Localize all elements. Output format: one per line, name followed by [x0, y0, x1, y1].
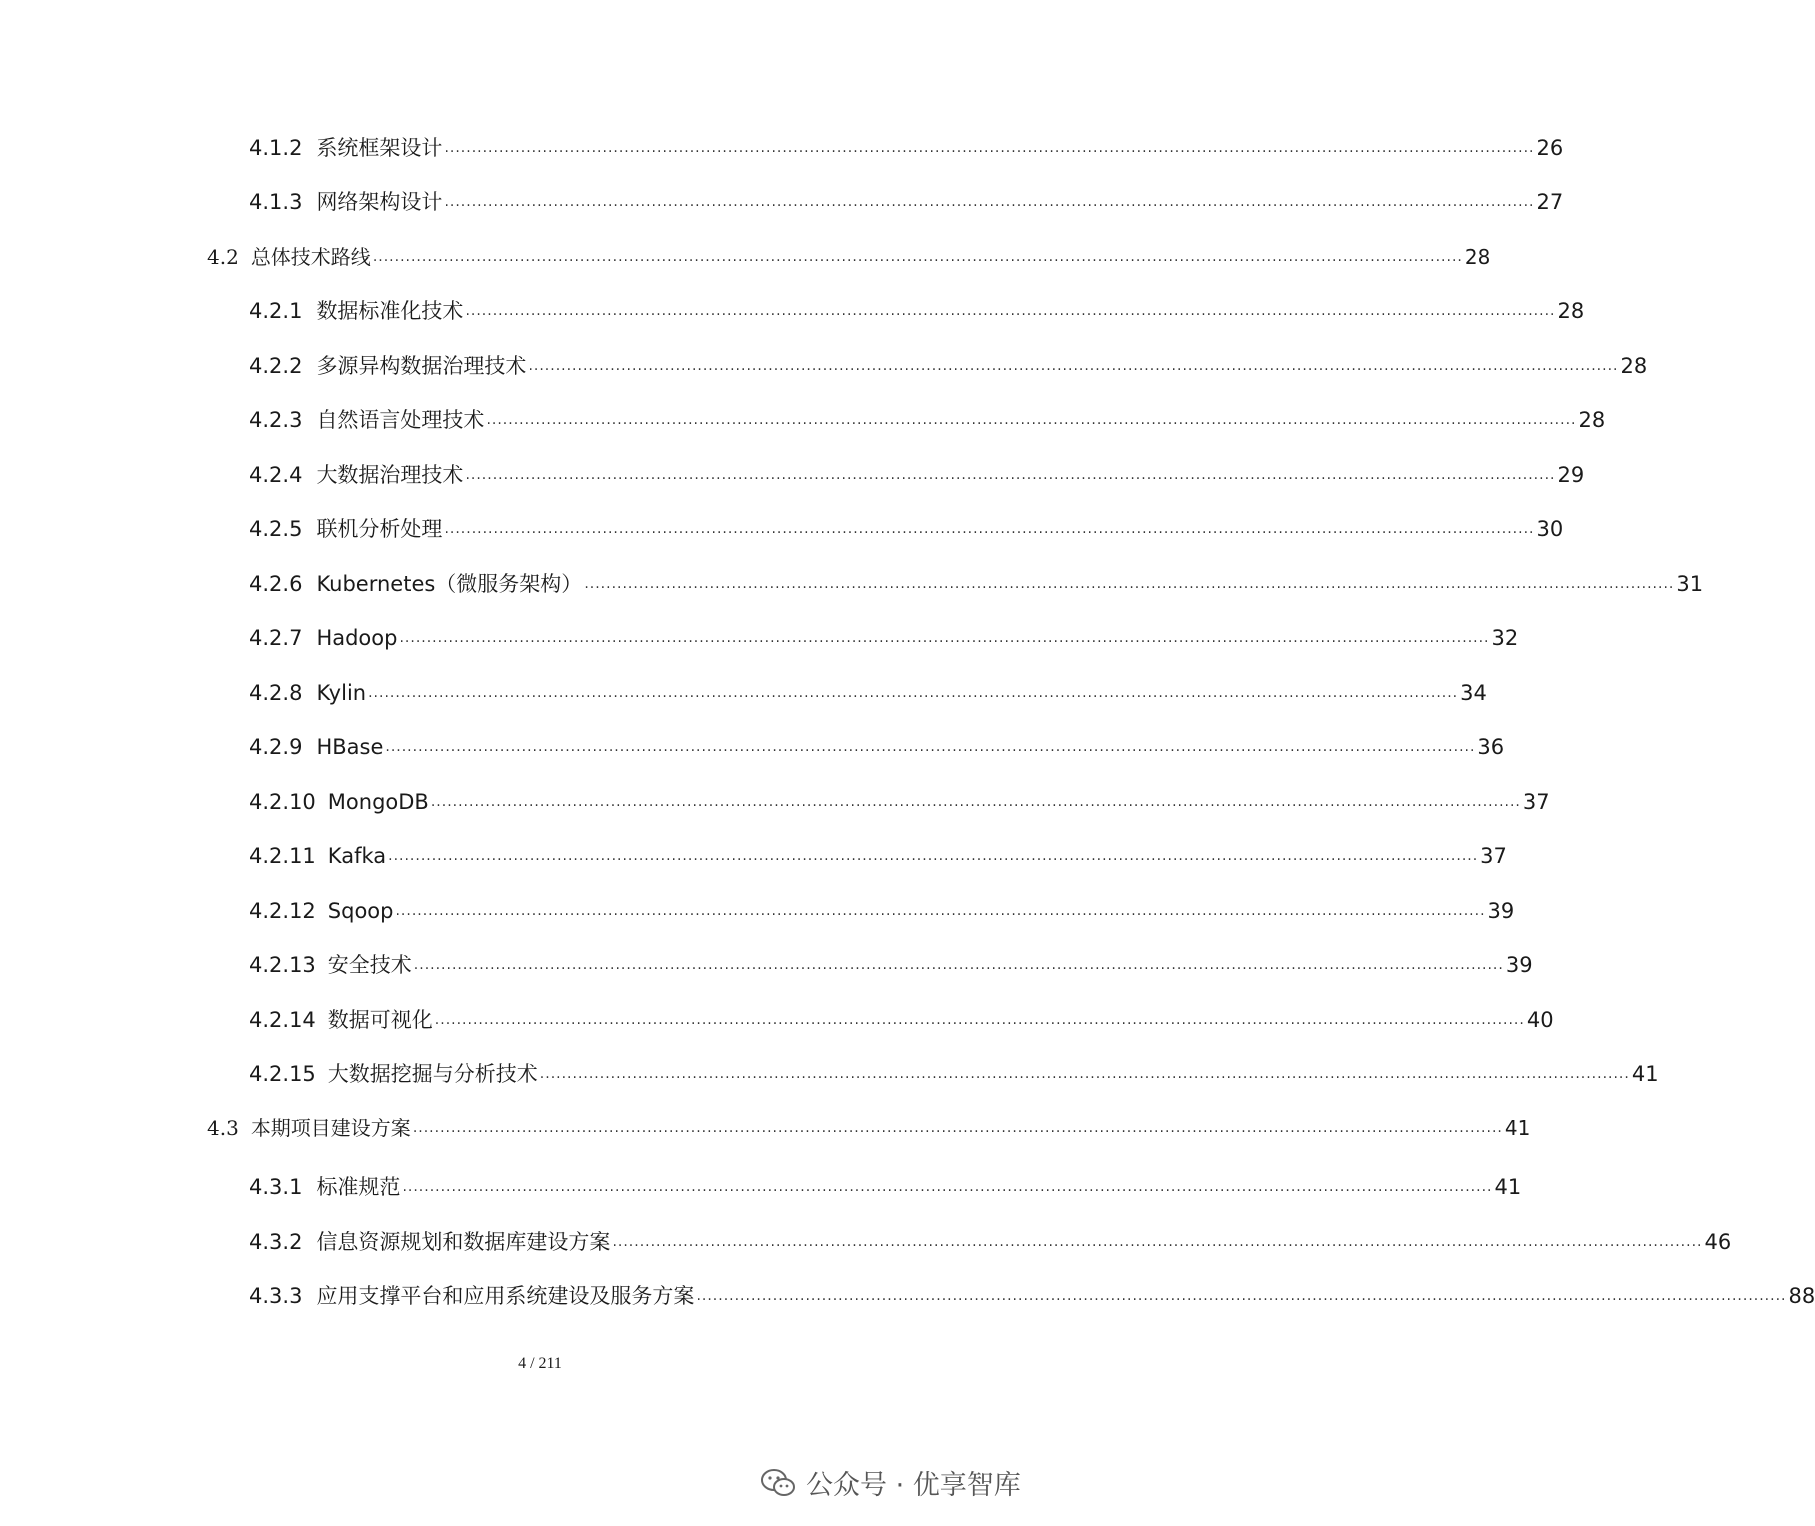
dot-leader: ........................................................................................................................................................................................................	[399, 630, 1490, 646]
toc-entry-page: 26	[1536, 136, 1564, 160]
toc-entry-number: 4.2.3	[249, 408, 303, 432]
toc-entry[interactable]	[249, 515, 1564, 543]
dot-leader: ........................................................................................................................................................................................................	[465, 303, 1556, 319]
dot-leader: ........................................................................................................................................................................................................	[388, 848, 1479, 864]
toc-entry-number: 4.2.14	[249, 1008, 316, 1032]
toc-entry-page: 28	[1557, 299, 1585, 323]
toc-entry-page: 37	[1522, 790, 1550, 814]
toc-entry[interactable]	[249, 951, 1533, 979]
toc-entry-title: 标准规范	[316, 1175, 401, 1199]
toc-entry-number: 4.2.11	[249, 844, 316, 868]
toc-entry-page: 28	[1578, 408, 1606, 432]
toc-entry[interactable]	[249, 352, 1648, 380]
toc-entry[interactable]	[249, 624, 1519, 652]
toc-entry-number: 4.1.3	[249, 190, 303, 214]
toc-entry-number: 4.3.2	[249, 1230, 303, 1254]
toc-entry-title: 网络架构设计	[316, 190, 443, 214]
toc-entry-page: 41	[1494, 1175, 1522, 1199]
toc-entry-number: 4.2.13	[249, 953, 316, 977]
toc-entry-page: 30	[1536, 517, 1564, 541]
dot-leader: ........................................................................................................................................................................................................	[584, 576, 1675, 592]
toc-entry-page: 88	[1788, 1284, 1815, 1308]
toc-entry-title: 本期项目建设方案	[250, 1116, 411, 1140]
toc-entry-number: 4.3.1	[249, 1175, 303, 1199]
toc-entry-page: 39	[1505, 953, 1533, 977]
watermark	[760, 1463, 1021, 1502]
toc-entry-page: 27	[1536, 190, 1564, 214]
dot-leader: ........................................................................................................................................................................................................	[539, 1066, 1630, 1082]
toc-entry-title: Kubernetes（微服务架构）	[316, 572, 583, 596]
toc-entry-title: 自然语言处理技术	[316, 408, 485, 432]
toc-entry-number: 4.2.5	[249, 517, 303, 541]
toc-entry-page: 28	[1464, 245, 1491, 269]
toc-entry-title: 总体技术路线	[250, 245, 371, 269]
page-number: 4 / 211	[518, 1355, 562, 1372]
toc-entry[interactable]	[249, 1060, 1659, 1088]
toc-entry[interactable]	[249, 570, 1704, 598]
toc-entry-page: 37	[1480, 844, 1507, 868]
toc-entry[interactable]	[249, 733, 1505, 761]
toc-entry[interactable]	[249, 788, 1550, 816]
toc-entry-number: 4.2.15	[249, 1062, 316, 1086]
toc-entry-number: 4.3	[207, 1116, 239, 1140]
toc-entry-number: 4.2.6	[249, 572, 303, 596]
toc-entry-page: 40	[1526, 1008, 1554, 1032]
toc-entry-number: 4.2	[207, 245, 239, 269]
toc-entry-number: 4.2.1	[249, 299, 303, 323]
toc-entry-number: 4.3.3	[249, 1284, 303, 1308]
toc-entry[interactable]	[249, 406, 1606, 434]
dot-leader: ........................................................................................................................................................................................................	[434, 1012, 1525, 1028]
toc-entry-number: 4.2.7	[249, 626, 303, 650]
dot-leader: ........................................................................................................................................................................................................	[412, 1120, 1503, 1136]
toc-entry-number: 4.2.9	[249, 735, 303, 759]
dot-leader: ........................................................................................................................................................................................................	[528, 358, 1619, 374]
toc-entry-number: 4.2.8	[249, 681, 303, 705]
toc-entry-page: 34	[1460, 681, 1487, 705]
toc-entry-page: 39	[1487, 899, 1515, 923]
toc-entry-title: MongoDB	[327, 790, 429, 814]
toc-entry-page: 36	[1477, 735, 1505, 759]
toc-entry-title: HBase	[316, 735, 384, 759]
toc-entry-title: Hadoop	[316, 626, 398, 650]
toc-entry-title: 多源异构数据治理技术	[316, 354, 527, 378]
dot-leader: ........................................................................................................................................................................................................	[395, 903, 1486, 919]
toc-entry-number: 4.1.2	[249, 136, 303, 160]
toc-entry-page: 46	[1704, 1230, 1732, 1254]
toc-entry-page: 31	[1676, 572, 1704, 596]
dot-leader: ........................................................................................................................................................................................................	[612, 1234, 1703, 1250]
dot-leader: ........................................................................................................................................................................................................	[465, 467, 1556, 483]
toc-entry-number: 4.2.12	[249, 899, 316, 923]
toc-entry-title: 安全技术	[327, 953, 412, 977]
toc-entry-number: 4.2.10	[249, 790, 316, 814]
toc-entry[interactable]	[249, 134, 1564, 162]
toc-entry-page: 41	[1504, 1116, 1531, 1140]
toc-entry[interactable]	[249, 897, 1515, 925]
dot-leader: ........................................................................................................................................................................................................	[444, 521, 1535, 537]
toc-entry-page: 41	[1631, 1062, 1659, 1086]
toc-entry[interactable]	[207, 243, 1491, 271]
toc-entry[interactable]	[249, 461, 1585, 489]
toc-entry-title: 大数据治理技术	[316, 463, 464, 487]
toc-entry[interactable]	[249, 1282, 1815, 1310]
toc-entry-title: 应用支撑平台和应用系统建设及服务方案	[316, 1284, 695, 1308]
dot-leader: ........................................................................................................................................................................................................	[696, 1288, 1787, 1304]
dot-leader: ........................................................................................................................................................................................................	[402, 1179, 1493, 1195]
toc-entry-title: 数据可视化	[327, 1008, 433, 1032]
toc-entry-number: 4.2.2	[249, 354, 303, 378]
toc-entry-title: Kylin	[316, 681, 367, 705]
toc-entry-title: 系统框架设计	[316, 136, 443, 160]
toc-entry[interactable]	[249, 1173, 1522, 1201]
toc-entry[interactable]	[249, 1228, 1732, 1256]
dot-leader: ........................................................................................................................................................................................................	[444, 140, 1535, 156]
dot-leader: ........................................................................................................................................................................................................	[385, 739, 1476, 755]
watermark-text: 公众号 · 优享智库	[806, 1470, 1021, 1501]
toc-entry-title: Sqoop	[327, 899, 394, 923]
dot-leader: ........................................................................................................................................................................................................	[444, 194, 1535, 210]
toc-entry-page: 28	[1620, 354, 1648, 378]
toc-entry-title: 大数据挖掘与分析技术	[327, 1062, 538, 1086]
toc-entry[interactable]	[249, 297, 1585, 325]
dot-leader: ........................................................................................................................................................................................................	[413, 957, 1504, 973]
dot-leader: ........................................................................................................................................................................................................	[368, 685, 1459, 701]
toc-entry-title: 信息资源规划和数据库建设方案	[316, 1230, 611, 1254]
wechat-icon	[760, 1468, 796, 1498]
toc-entry-title: 数据标准化技术	[316, 299, 464, 323]
toc-entry[interactable]	[249, 1006, 1554, 1034]
toc-entry[interactable]	[249, 842, 1507, 870]
toc-entry[interactable]	[249, 679, 1487, 707]
toc-entry-page: 29	[1557, 463, 1585, 487]
dot-leader: ........................................................................................................................................................................................................	[430, 794, 1521, 810]
dot-leader: ........................................................................................................................................................................................................	[372, 249, 1463, 265]
dot-leader: ........................................................................................................................................................................................................	[486, 412, 1577, 428]
toc-entry[interactable]	[249, 188, 1564, 216]
toc-entry-number: 4.2.4	[249, 463, 303, 487]
toc-entry-title: Kafka	[327, 844, 387, 868]
toc-entry[interactable]	[207, 1114, 1531, 1142]
toc-entry-page: 32	[1491, 626, 1519, 650]
toc-entry-title: 联机分析处理	[316, 517, 443, 541]
